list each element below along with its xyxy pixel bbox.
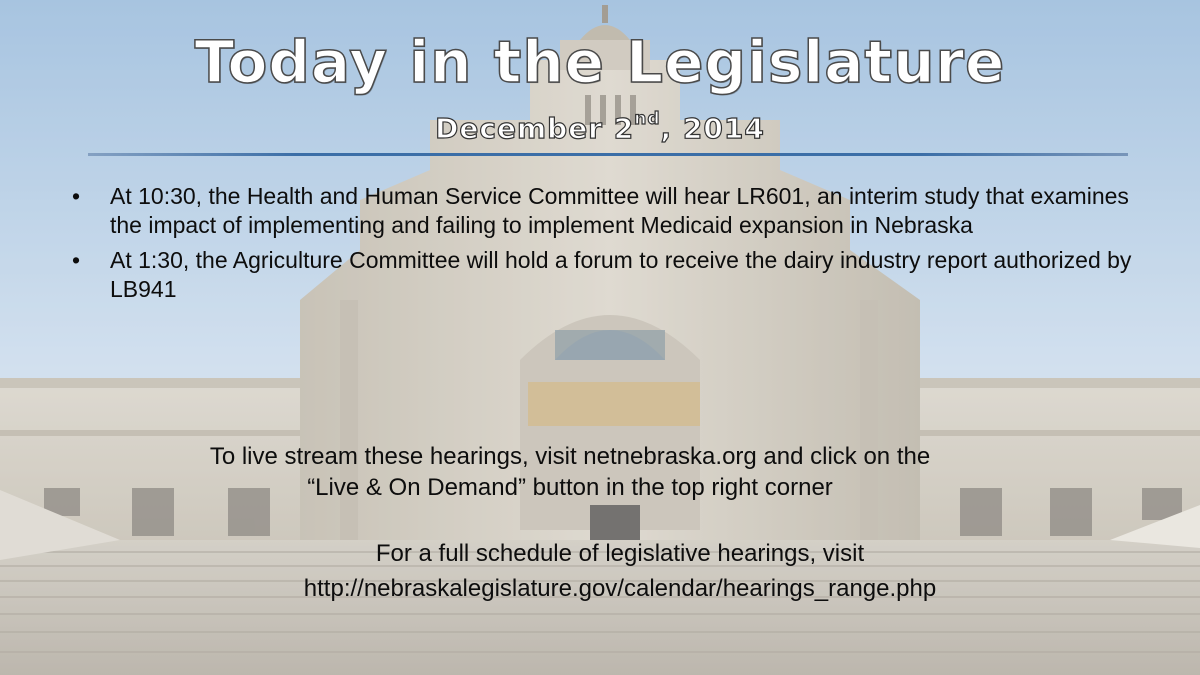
slide-title: Today in the Legislature [194, 28, 1006, 96]
live-stream-line-2: “Live & On Demand” button in the top right corner [307, 474, 833, 501]
live-stream-notice [40, 441, 1100, 503]
date-year: , 2014 [660, 112, 765, 145]
schedule-url: http://nebraskalegislature.gov/calendar/hearings_range.php [303, 575, 937, 602]
date-ordinal-suffix: nd [634, 109, 661, 129]
hearing-text: At 1:30, the Agriculture Committee will hold a forum to receive the dairy industry report authorized by LB941 [110, 247, 1132, 302]
slide-date [0, 109, 1200, 145]
bullet-marker: • [72, 247, 81, 273]
schedule-notice [40, 536, 1200, 606]
hearing-item-health [70, 182, 1160, 240]
date-prefix: December 2 [435, 112, 635, 145]
schedule-line-1: For a full schedule of legislative hearings, visit [375, 540, 865, 567]
bullet-marker: • [72, 183, 81, 209]
live-stream-line-1: To live stream these hearings, visit netnebraska.org and click on the [209, 443, 931, 470]
hearing-text: At 10:30, the Health and Human Service Committee will hear LR601, an interim study that examines the impact of implementing and failing to implement Medicaid expansion in Nebraska [110, 183, 1129, 238]
title-divider [88, 153, 1128, 156]
hearing-item-agriculture [70, 246, 1160, 304]
hearing-list [70, 182, 1160, 310]
